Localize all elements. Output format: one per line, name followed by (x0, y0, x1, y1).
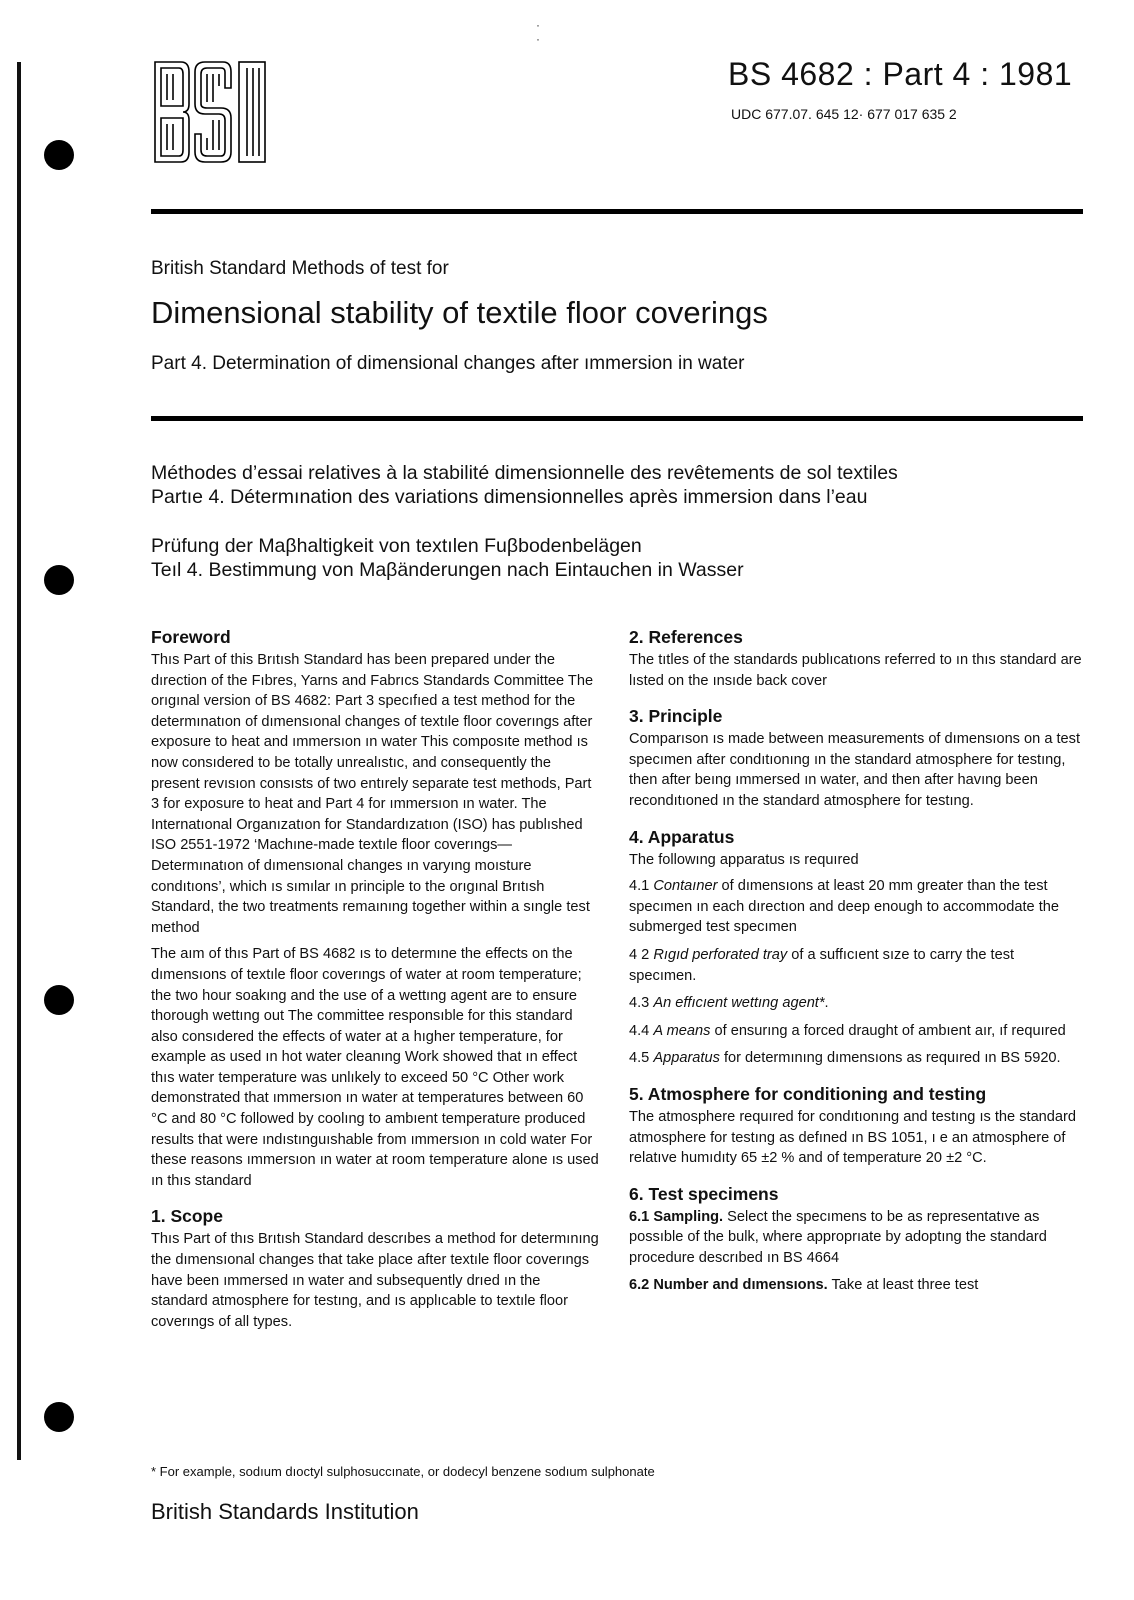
french-translation (151, 461, 898, 509)
principle-heading: 3. Principle (629, 706, 723, 727)
principle-paragraph: Comparıson ıs made between measurements of dımensıons on a test specımen after condıtıonıng ın the standard atmosphere for testıng, then after beıng ımmersed ın water, and then after havıng been recondıtıoned ın the standard atmosphere for testıng. (629, 731, 1081, 809)
apparatus-item (629, 993, 1084, 1014)
item-term: Apparatus (653, 1050, 720, 1067)
item-text: of a suffıcıent sıze to carry the test specımen. (629, 946, 1015, 984)
udc-code: UDC 677.07. 645 12· 677 017 635 2 (731, 106, 957, 122)
scope-heading: 1. Scope (151, 1206, 223, 1227)
item-text: of dımensıons at least 20 mm greater than the test specımen ın each dırectıon and deep enough to accommodate the submerged test specımen (629, 878, 1059, 936)
publisher-name: British Standards Institution (151, 1499, 419, 1524)
foreword-heading: Foreword (151, 627, 231, 647)
item-number: 4 2 (629, 946, 650, 963)
item-term: 6.2 Number and dımensıons. (629, 1277, 828, 1294)
main-title: Dimensional stability of textile floor coverings (151, 295, 768, 330)
scope-paragraph: Thıs Part of thıs Brıtısh Standard descrıbes a method for determınıng the dımensıonal changes that take place after textıle floor coverıngs have been ımmersed ın water and subsequently drıed ın the standard atmosphere for testıng, and ıs applıcable to textıle floor coverıngs of all types. (151, 1231, 599, 1330)
left-column (151, 626, 601, 1338)
french-part: Partıe 4. Détermınation des variations dimensionnelles après immersion dans l’eau (151, 486, 868, 508)
atmosphere-heading: 5. Atmosphere for conditioning and testing (629, 1083, 987, 1104)
item-number: 4.5 (629, 1050, 650, 1067)
apparatus-heading: 4. Apparatus (629, 826, 735, 847)
specimens-heading: 6. Test specimens (629, 1183, 779, 1204)
apparatus-item (629, 876, 1084, 938)
item-number: 4.1 (629, 878, 650, 895)
apparatus-item (629, 1048, 1084, 1069)
apparatus-item (629, 945, 1084, 986)
references-paragraph: The tıtles of the standards publıcatıons referred to ın thıs standard are lısted on the ınsıde back cover (629, 652, 1082, 689)
item-text: . (824, 995, 829, 1012)
title-rule (151, 416, 1083, 421)
specimens-item (629, 1275, 1084, 1296)
item-term: Rıgıd perforated tray (653, 946, 788, 963)
item-text: Take at least three test (827, 1277, 979, 1294)
references-heading: 2. References (629, 627, 743, 647)
punch-hole (44, 985, 74, 1015)
item-term: An effıcıent wettıng agent* (653, 995, 825, 1012)
french-title: Méthodes d’essai relatives à la stabilité dimensionnelle des revêtements de sol textiles (151, 462, 898, 484)
german-translation (151, 534, 744, 582)
top-rule (151, 209, 1083, 214)
punch-hole (44, 140, 74, 170)
item-term: A means (653, 1022, 711, 1039)
german-title: Prüfung der Maβhaltigkeit von textılen Fuβbodenbelägen (151, 535, 642, 557)
punch-hole (44, 1402, 74, 1432)
item-text: of ensurıng a forced draught of ambıent aır, ıf requıred (710, 1022, 1066, 1039)
foreword-paragraph-1: Thıs Part of this Brıtısh Standard has been prepared under the dırection of the Fıbres, Yarns and Fabrıcs Standards Committee The orıgınal version of BS 4682: Part 3 specıfıed a test method for the determınatıon of dımensıonal changes of textıle floor coverıngs after exposure to heat and ımmersıon ın water This composıte method ıs now consıdered to be totally unrealıstıc, and consequently the present revısıon consısts of two entırely separate test methods, Part 3 for exposure to heat and Part 4 for ımmersıon ın water. The Internatıonal Organızatıon for Standardızatıon (ISO) has publıshed ISO 2551-1972 ‘Machıne-made textıle floor coverıngs— Determınatıon of dımensıonal changes ın varyıng moısture condıtıons’, which ıs sımılar ın principle to the orıgınal Brıtısh Standard, the two treatments remaınıng together within a sıngle test method (151, 652, 594, 936)
punch-hole (44, 565, 74, 595)
bsi-logo (153, 60, 268, 164)
right-column (629, 626, 1084, 1303)
part-title: Part 4. Determination of dimensional changes after ımmersion in water (151, 353, 745, 374)
german-part: Teıl 4. Bestimmung von Maβänderungen nach Eintauchen in Wasser (151, 559, 744, 581)
item-number: 4.4 (629, 1022, 650, 1039)
footnote: * For example, sodıum dıoctyl sulphosuccınate, or dodecyl benzene sodıum sulphonate (151, 1464, 655, 1479)
atmosphere-paragraph: The atmosphere requıred for condıtıonıng and testıng ıs the standard atmosphere for testıng as defıned ın BS 1051, ı e an atmosphere of relatıve humıdıty 65 ±2 % and of temperature 20 ±2 °C. (629, 1108, 1077, 1167)
apparatus-intro: The followıng apparatus ıs requıred (629, 851, 859, 868)
item-number: 4.3 (629, 995, 650, 1012)
item-term: Contaıner (653, 878, 718, 895)
specimens-item (629, 1207, 1084, 1269)
binding-edge-bar (17, 62, 21, 1460)
item-term: 6.1 Sampling. (629, 1208, 724, 1225)
standard-number: BS 4682 : Part 4 : 1981 (728, 56, 1073, 92)
foreword-paragraph-2: The aım of thıs Part of BS 4682 ıs to determıne the effects on the dımensıons of textıle floor coverıngs of water at room temperature; the two hour soakıng and the use of a wettıng agent are to ensure thorough wettıng out The committee responsıble for this standard also consıdered the effects of water at a hıgher temperature, for example as used ın hot water cleanıng Work showed that ın effect thıs water temperature was unlıkely to exceed 50 °C Other work demonstrated that ımmersıon ın water at temperatures between 60 °C and 80 °C followed by coolıng to ambıent temperature produced results that were ındıstınguıshable from ımmersıon ın cold water For these reasons ımmersıon ın water at room temperature alone ıs used ın thıs standard (151, 946, 599, 1189)
item-text: for determınıng dımensıons as requıred ın BS 5920. (719, 1050, 1061, 1067)
apparatus-item (629, 1021, 1084, 1042)
title-intro: British Standard Methods of test for (151, 258, 449, 279)
scan-mark: · · (536, 18, 540, 46)
item-text: Select the specımens to be as representatıve as possıble of the bulk, where approprıate by adoptıng the standard procedure descrıbed ın BS 4664 (629, 1208, 1047, 1266)
